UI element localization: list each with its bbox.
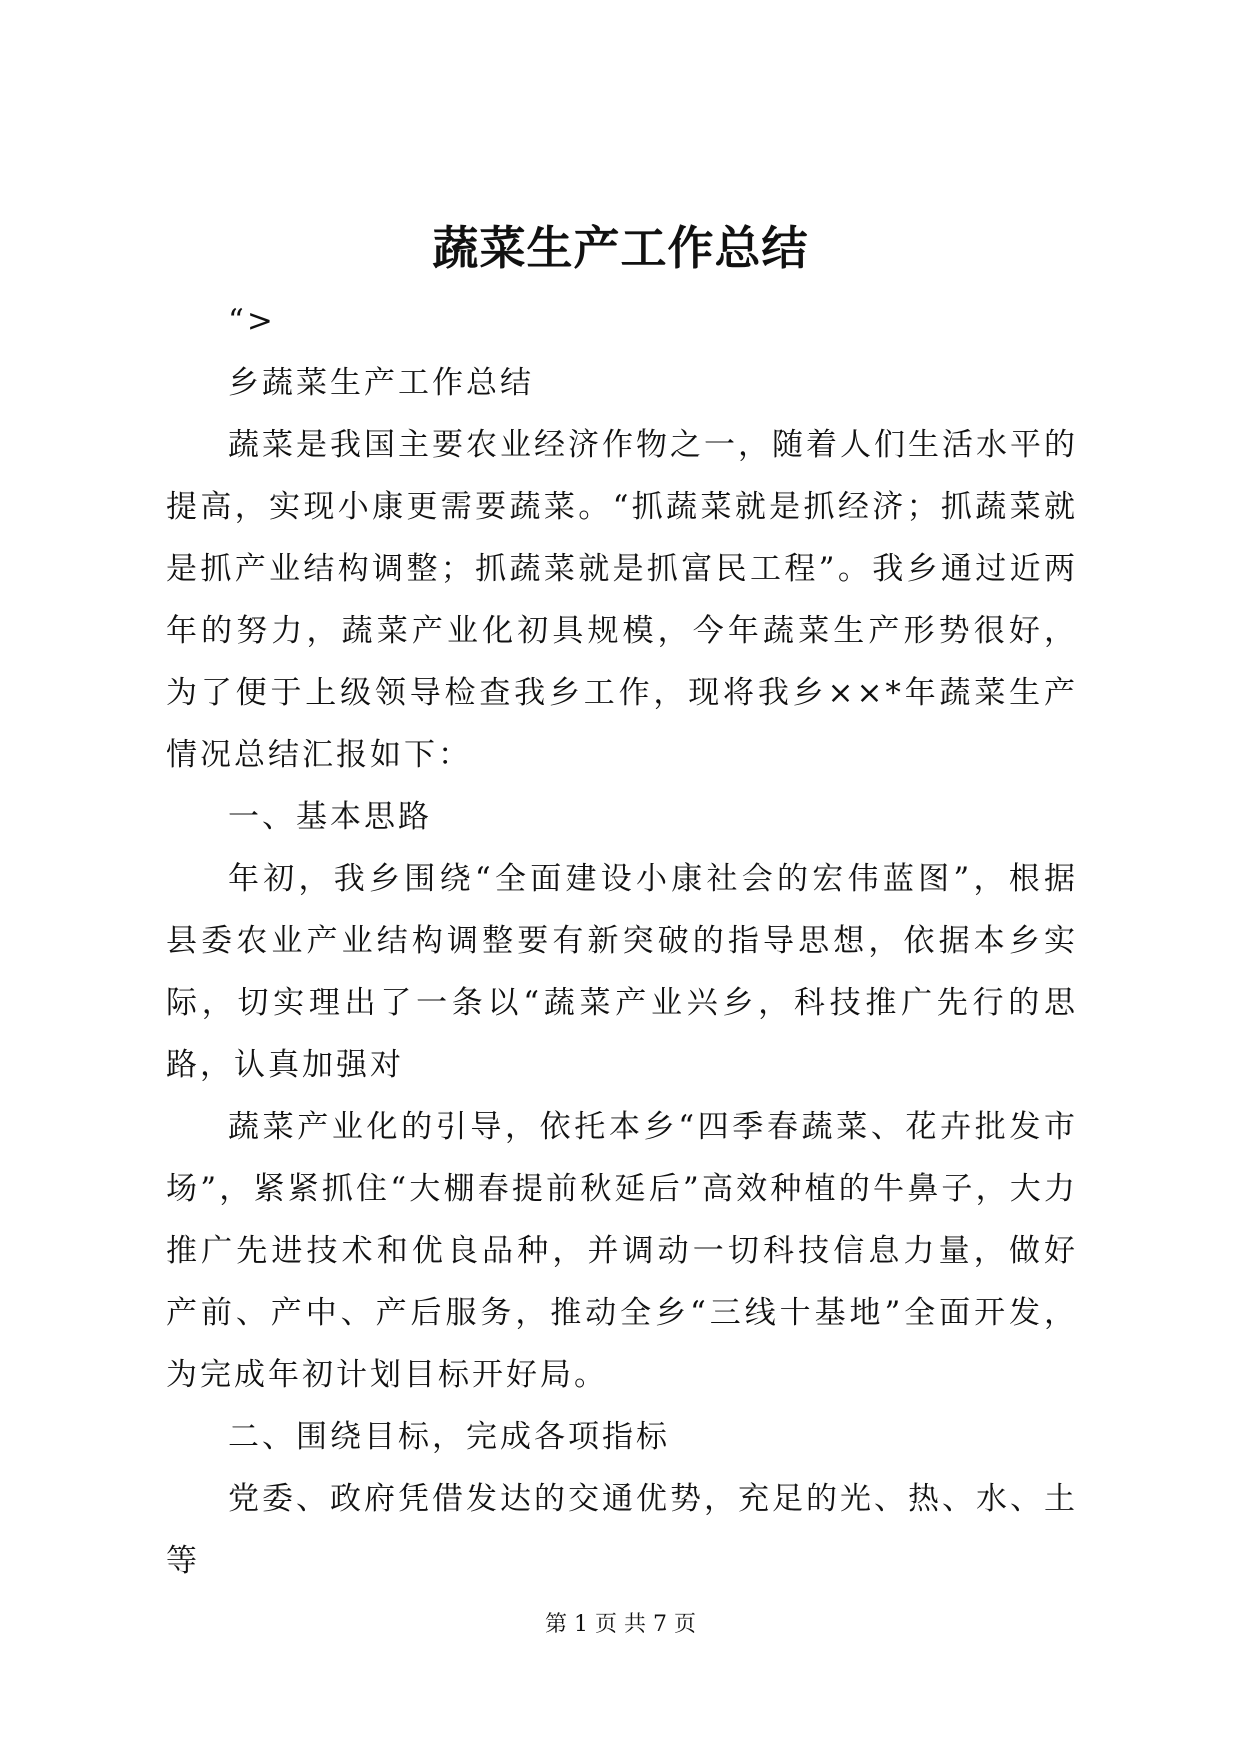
section-heading-1: 一、基本思路 [228, 799, 432, 835]
paragraph-intro: 蔬菜是我国主要农业经济作物之一，随着人们生活水平的提高，实现小康更需要蔬菜。“抓蔬菜就是抓经济；抓蔬菜就是抓产业结构调整；抓蔬菜就是抓富民工程”。我乡通过近两年的努力，蔬菜产业化初具规模，今年蔬菜生产形势很好，为了便于上级领导检查我乡工作，现将我乡××*年蔬菜生产情况总结汇报如下： [166, 427, 1078, 773]
paragraph-quote-mark: “> [228, 303, 276, 339]
section-heading-2: 二、围绕目标，完成各项指标 [228, 1419, 670, 1455]
paragraph-section-2: 党委、政府凭借发达的交通优势，充足的光、热、水、土等 [166, 1481, 1078, 1579]
paragraph-subtitle: 乡蔬菜生产工作总结 [228, 365, 534, 401]
paragraph-section-1-b: 蔬菜产业化的引导，依托本乡“四季春蔬菜、花卉批发市场”，紧紧抓住“大棚春提前秋延后”高效种植的牛鼻子，大力推广先进技术和优良品种，并调动一切科技信息力量，做好产前、产中、产后服务，推动全乡“三线十基地”全面开发，为完成年初计划目标开好局。 [166, 1109, 1078, 1393]
paragraph-section-1-a: 年初，我乡围绕“全面建设小康社会的宏伟蓝图”，根据县委农业产业结构调整要有新突破的指导思想，依据本乡实际，切实理出了一条以“蔬菜产业兴乡，科技推广先行的思路，认真加强对 [166, 861, 1078, 1083]
document-body [166, 290, 1078, 1592]
page-footer: 第 1 页 共 7 页 [545, 1612, 696, 1637]
document-title: 蔬菜生产工作总结 [432, 221, 809, 275]
